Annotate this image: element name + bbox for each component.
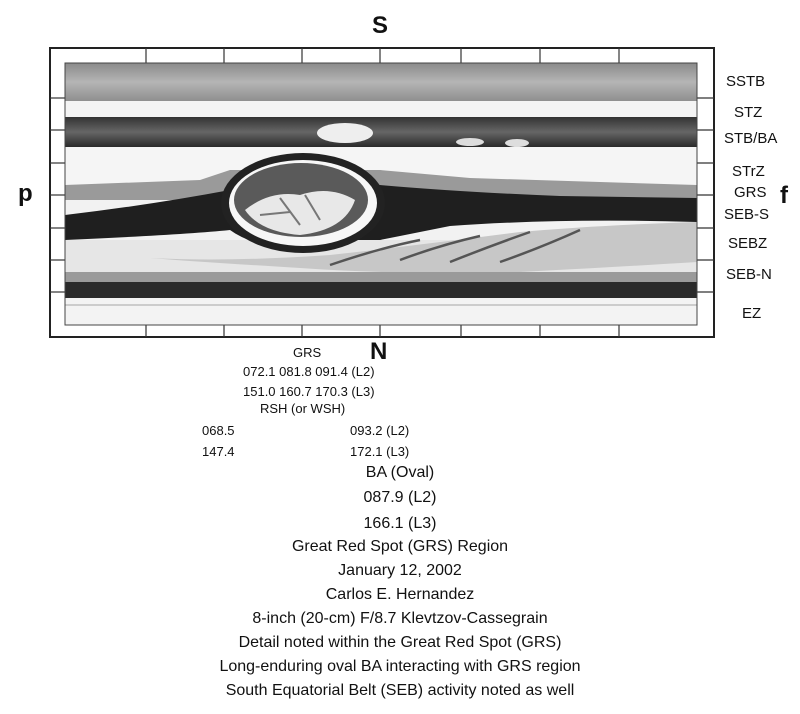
- rsh-left-l3: 147.4: [202, 444, 235, 459]
- rsh-right-l3: 172.1 (L3): [350, 444, 410, 459]
- zone-label-stz: STZ: [734, 104, 763, 121]
- zone-label-ez: EZ: [742, 305, 762, 322]
- zone-label-sebz: SEBZ: [728, 235, 768, 252]
- ba-label: BA (Oval): [365, 464, 435, 481]
- zone-label-seb-n: SEB-N: [726, 266, 772, 283]
- seb-n-band: [65, 272, 697, 282]
- caption-title: Great Red Spot (GRS) Region: [291, 538, 509, 555]
- caption-note-grs: Detail noted within the Great Red Spot (GRS): [238, 634, 562, 651]
- zone-label-strz: STrZ: [732, 163, 765, 180]
- grs-label: GRS: [293, 345, 322, 360]
- direction-preceding: p: [18, 180, 33, 207]
- caption-telescope: 8-inch (20-cm) F/8.7 Klevtzov-Cassegrain: [252, 610, 548, 627]
- direction-north: N: [370, 338, 388, 365]
- rsh-label: RSH (or WSH): [260, 401, 346, 416]
- rsh-right-l2: 093.2 (L2): [350, 423, 410, 438]
- direction-following: f: [780, 182, 788, 209]
- stb-band: [65, 117, 697, 147]
- caption-date: January 12, 2002: [338, 562, 462, 579]
- rsh-left-l2: 068.5: [202, 423, 235, 438]
- stz-zone: [65, 101, 697, 117]
- ba-l3: 166.1 (L3): [363, 515, 437, 532]
- caption-note-ba: Long-enduring oval BA interacting with GRS region: [219, 658, 581, 675]
- zone-label-grs: GRS: [734, 184, 767, 201]
- sstb-band: [65, 63, 697, 101]
- caption-note-seb: South Equatorial Belt (SEB) activity noted as well: [225, 682, 575, 699]
- grs-l3: 151.0 160.7 170.3 (L3): [243, 384, 375, 399]
- zone-label-sstb: SSTB: [726, 73, 766, 90]
- oval-ba: [317, 123, 373, 143]
- direction-south: S: [372, 12, 389, 39]
- zone-label-seb-s: SEB-S: [724, 206, 770, 223]
- ba-l2: 087.9 (L2): [363, 489, 437, 506]
- grs-l2: 072.1 081.8 091.4 (L2): [243, 364, 375, 379]
- ez-zone: [65, 298, 697, 325]
- planet-bands: [65, 63, 697, 325]
- caption-observer: Carlos E. Hernandez: [325, 586, 475, 603]
- zone-label-stb-ba: STB/BA: [724, 130, 778, 147]
